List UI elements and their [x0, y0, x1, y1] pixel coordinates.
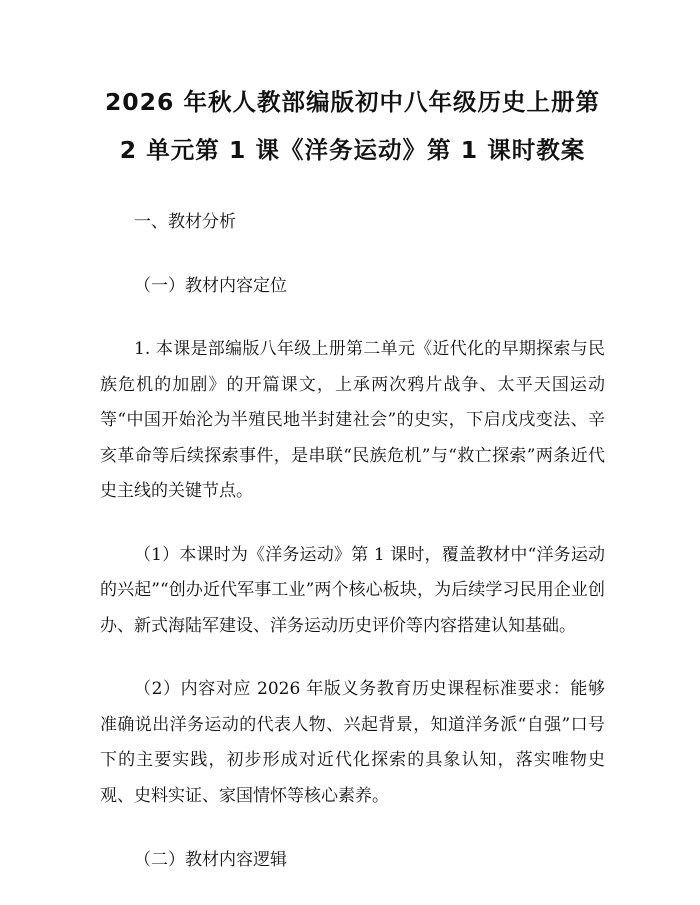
document-title [100, 78, 605, 174]
subsection-heading-content-logic: （二）教材内容逻辑 [134, 850, 287, 870]
paragraph-curriculum-standard: （2）内容对应 2026 年版义务教育历史课程标准要求：能够准确说出洋务运动的代表人物、兴起背景，知道洋务派“自强”口号下的主要实践，初步形成对近代化探索的具象认知，落实唯物史观、史料实证、家国情怀等核心素养。 [100, 679, 605, 806]
title-line-1: 2026 年秋人教部编版初中八年级历史上册第 [104, 88, 601, 116]
document-body [100, 204, 605, 878]
title-line-2: 2 单元第 1 课《洋务运动》第 1 课时教案 [119, 136, 586, 164]
paragraph-lesson-period-coverage: （1）本课时为《洋务运动》第 1 课时，覆盖教材中“洋务运动的兴起”“创办近代军事工业”两个核心板块，为后续学习民用企业创办、新式海陆军建设、洋务运动历史评价等内容搭建认知基础。 [100, 544, 605, 636]
paragraph-lesson-position: 1. 本课是部编版八年级上册第二单元《近代化的早期探索与民族危机的加剧》的开篇课文，上承两次鸦片战争、太平天国运动等“中国开始沦为半殖民地半封建社会”的史实，下启戊戌变法、辛亥革命等后续探索事件，是串联“民族危机”与“救亡探索”两条近代史主线的关键节点。 [100, 339, 605, 501]
section-heading-textbook-analysis: 一、教材分析 [134, 212, 236, 232]
subsection-heading-content-position: （一）教材内容定位 [134, 276, 287, 296]
